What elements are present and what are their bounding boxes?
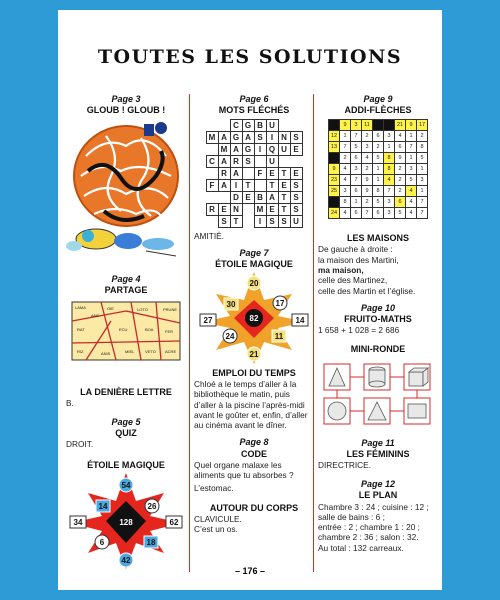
star-1-ul: 14 [98,501,108,511]
addi-cell: 8 [417,142,428,153]
mots-fleches-answer: AMITIÉ. [194,231,224,242]
addi-cell: 3 [417,175,428,186]
star-1-lr: 18 [146,537,156,547]
page-12-label: Page 12 [360,479,396,490]
partage-label: ANIS [101,350,111,356]
grid-cell: B [254,120,266,132]
page-3-label: Page 3 [111,94,141,104]
addi-cell: 8 [384,153,395,164]
partage-label: MIEL [125,348,135,354]
addi-cell: 2 [362,197,373,208]
addi-cell: 3 [340,186,351,197]
page [58,10,442,590]
addi-cell: 1 [384,142,395,153]
grid-cell: S [278,216,290,228]
addi-cell: 6 [351,186,362,197]
quiz-answer: DROIT. [66,439,94,450]
addi-cell: 4 [406,208,417,219]
feminins-answer: DIRECTRICE. [318,459,372,470]
addi-cell: 4 [406,197,417,208]
plan-title: LE PLAN [358,490,398,501]
addi-cell: 7 [351,131,362,142]
grid-cell: T [242,180,254,192]
grid-cell: A [230,168,242,180]
star-2-ur: 17 [275,298,285,308]
addi-cell: 2 [362,131,373,142]
addi-cell: 25 [329,186,340,197]
grid-cell: S [290,204,302,216]
addi-cell: 1 [406,131,417,142]
grid-cell: N [230,204,242,216]
lastletter-answer: B. [66,397,74,408]
partage-label: ACRE [165,348,177,354]
addi-cell: 4 [406,186,417,197]
feminins-title: LES FÉMININS [346,448,410,459]
corps-line-1: CLAVICULE. [194,513,242,524]
mots-fleches-title: MOTS FLÉCHÉS [218,105,290,116]
column-2 [194,94,314,534]
addi-cell: 5 [373,197,384,208]
grid-cell: S [290,132,302,144]
addi-cell: 2 [362,164,373,175]
addi-cell: 3 [384,197,395,208]
star-1-top: 54 [121,480,131,490]
grid-cell: C [230,120,242,132]
addi-cell: 2 [373,142,384,153]
addi-row [329,131,428,142]
plan-line-1: Chambre 3 : 24 ; cuisine : 12 ; [318,501,429,512]
mini-ronde-diagram [320,358,436,430]
addi-cell: 9 [362,175,373,186]
star-2-left: 27 [203,315,213,325]
addi-title: ADDI-FLÈCHES [344,105,412,116]
star-1-ll: 6 [99,537,105,547]
addi-cell: 2 [395,186,406,197]
grid-cell: S [290,192,302,204]
partage-label: LOTO [137,306,148,312]
grid-cell: T [266,180,278,192]
addi-cell: 1 [417,164,428,175]
addi-cell: 9 [395,153,406,164]
plan-line-2: salle de bains : 6 ; [318,511,385,522]
addi-row [329,153,428,164]
grid-cell: E [278,180,290,192]
addi-cell: 3 [351,164,362,175]
addi-row [329,120,428,131]
grid-cell: S [242,156,254,168]
fruito-answer: 1 658 + 1 028 = 2 686 [318,325,400,336]
star-2-top: 20 [249,278,259,288]
grid-row [206,168,302,180]
page-6-label: Page 6 [239,94,269,104]
grid-cell: S [290,180,302,192]
grid-row [206,132,302,144]
grid-row [206,156,302,168]
grid-cell: T [278,192,290,204]
grid-cell: E [218,204,230,216]
addi-row [329,186,428,197]
addi-row [329,208,428,219]
grid-cell: T [278,204,290,216]
addi-cell: 7 [362,208,373,219]
maisons-title: LES MAISONS [346,233,409,244]
page-number: – 176 – [234,566,266,576]
addi-cell: 3 [362,142,373,153]
addi-cell: 2 [395,164,406,175]
column-1 [66,94,186,571]
quiz-title: QUIZ [115,428,137,439]
grid-cell: B [254,192,266,204]
addi-cell: 9 [340,120,351,131]
addi-row [329,164,428,175]
grid-cell: E [242,192,254,204]
grid-cell: C [206,156,218,168]
maisons-line-5: celle des Martin et l’église. [318,285,416,296]
grid-cell: D [230,192,242,204]
grid-cell: U [266,120,278,132]
partage-label: VETO [145,348,156,354]
grid-cell: R [218,168,230,180]
addi-cell: 9 [406,120,417,131]
addi-cell: 5 [406,175,417,186]
partage-label: LAMA [75,304,86,310]
addi-cell: 4 [340,208,351,219]
mots-fleches-grid [206,119,303,228]
grid-cell: A [230,144,242,156]
grid-cell: Q [266,144,278,156]
partage-label: ANE [91,312,100,318]
lastletter-title: LA DENIÈRE LETTRE [80,386,172,397]
addi-cell: 3 [384,131,395,142]
addi-cell: 5 [395,208,406,219]
page-11-label: Page 11 [361,437,395,448]
addi-cell: 6 [395,197,406,208]
maisons-line-3: ma maison, [318,265,364,276]
addi-cell: 5 [417,153,428,164]
addi-cell: 17 [417,120,428,131]
grid-cell: T [230,216,242,228]
plan-line-4: chambre 2 : 36 ; salon : 32. [318,532,419,543]
star-2-right: 14 [295,315,305,325]
fruito-title: FRUITO-MATHS [344,314,412,325]
addi-cell: 3 [351,120,362,131]
addi-cell: 6 [395,142,406,153]
maisons-line-1: De gauche à droite : [318,244,393,255]
grid-cell: T [278,168,290,180]
grid-row [206,120,302,132]
addi-cell: 7 [384,186,395,197]
grid-cell: M [206,132,218,144]
addi-cell: 1 [373,164,384,175]
star-1-right: 62 [169,517,179,527]
star-2 [194,270,314,366]
addi-cell: 21 [395,120,406,131]
star-1-center: 128 [119,517,133,527]
grid-row [206,180,302,192]
grid-cell: E [266,168,278,180]
partage-label: BOA [145,326,154,332]
grid-cell: A [266,192,278,204]
partage-label: RAT [77,326,85,332]
maze-illustration [66,116,186,266]
partage-label: ECU [119,326,128,332]
star-1 [66,471,186,571]
addi-cell: 5 [373,153,384,164]
grid-cell: N [278,132,290,144]
addi-row [329,175,428,186]
addi-cell: 4 [384,175,395,186]
partage-label: PRUNE [163,306,178,312]
grid-cell: R [206,204,218,216]
star-2-ll: 24 [225,331,235,341]
addi-cell: 6 [373,208,384,219]
grid-cell: M [254,204,266,216]
maisons-line-4: celle des Martinez, [318,275,388,286]
addi-cell: 6 [351,208,362,219]
column-divider-1 [189,94,190,572]
addi-cell: 4 [340,175,351,186]
star-1-left: 34 [73,517,83,527]
code-answer: L’estomac. [194,483,234,494]
addi-cell: 1 [351,197,362,208]
addi-cell: 12 [329,131,340,142]
addi-cell: 2 [417,131,428,142]
grid-row [206,192,302,204]
addi-cell: 1 [417,186,428,197]
partage-diagram [71,301,181,361]
star-2-ul: 30 [226,299,236,309]
grid-cell: S [254,132,266,144]
star-2-center: 82 [249,313,259,323]
addi-cell: 6 [373,131,384,142]
grid-cell: S [218,216,230,228]
addi-cell: 1 [406,153,417,164]
page-10-label: Page 10 [360,302,396,313]
code-title: CODE [240,448,267,459]
grid-cell: U [290,216,302,228]
plan-line-5: Au total : 132 carreaux. [318,542,404,553]
grid-row [206,204,302,216]
partage-title: PARTAGE [104,285,148,296]
addi-row [329,197,428,208]
addi-cell: 7 [340,142,351,153]
star-2-bottom: 21 [249,349,259,359]
addi-cell: 7 [417,197,428,208]
page-4-label: Page 4 [111,274,141,285]
grid-cell: A [218,156,230,168]
grid-cell: G [230,132,242,144]
addi-cell: 4 [362,153,373,164]
addi-cell: 8 [384,164,395,175]
addi-cell: 7 [406,142,417,153]
page-7-label: Page 7 [239,247,269,258]
grid-cell: I [254,216,266,228]
addi-cell: 13 [329,142,340,153]
grid-cell: A [218,180,230,192]
addi-cell: 2 [395,175,406,186]
grid-cell: F [254,168,266,180]
addi-cell: 9 [362,186,373,197]
grid-cell: E [290,144,302,156]
addi-grid [328,119,428,219]
grid-cell: S [266,216,278,228]
grid-cell: E [290,168,302,180]
plan-line-3: entrée : 2 ; chambre 1 : 20 ; [318,522,420,533]
grid-cell: I [230,180,242,192]
star-1-ur: 26 [147,501,157,511]
partage-label: FER [165,328,173,334]
grid-cell: E [266,204,278,216]
addi-cell: 24 [329,208,340,219]
grid-cell: G [242,144,254,156]
code-question: Quel organe malaxe les aliments que tu absorbes ? [194,459,294,481]
grid-cell: G [242,120,254,132]
grid-cell: F [206,180,218,192]
addi-cell: 1 [373,175,384,186]
page-title: TOUTES LES SOLUTIONS [97,46,403,68]
addi-cell: 9 [329,164,340,175]
addi-cell: 4 [395,131,406,142]
grid-row [206,216,302,228]
partage-label: OIE [107,305,114,311]
grid-cell: A [218,132,230,144]
addi-cell: 8 [340,197,351,208]
addi-cell: 3 [406,164,417,175]
emploi-text: Chloé a le temps d’aller à la bibliothèque le matin, puis d’aller à la piscine l’après-midi avant le goûter et, enfin, d’aller au cinéma avant le dîner. [194,379,308,431]
column-3 [318,94,438,553]
corps-title: AUTOUR DU CORPS [209,502,299,513]
grid-cell: M [218,144,230,156]
gloub-title: GLOUB ! GLOUB ! [86,105,166,116]
grid-row [206,144,302,156]
addi-cell: 7 [351,175,362,186]
addi-cell: 4 [340,164,351,175]
emploi-title: EMPLOI DU TEMPS [212,367,296,378]
addi-cell: 3 [384,208,395,219]
addi-cell: 23 [329,175,340,186]
ronde-title: MINI-RONDE [350,344,406,355]
grid-cell: I [266,132,278,144]
partage-label: RIZ [77,348,84,354]
grid-cell: I [254,144,266,156]
page-9-label: Page 9 [363,94,393,104]
star-1-title: ÉTOILE MAGIQUE [87,459,165,470]
page-8-label: Page 8 [239,437,269,448]
star-1-bottom: 42 [121,555,131,565]
addi-cell: 7 [417,208,428,219]
addi-cell: 1 [340,131,351,142]
grid-cell: A [242,132,254,144]
star-2-lr: 11 [274,331,284,341]
grid-cell: U [266,156,278,168]
grid-cell: R [230,156,242,168]
addi-cell: 8 [373,186,384,197]
addi-cell: 6 [351,153,362,164]
corps-line-2: C’est un os. [194,524,238,535]
grid-cell: U [278,144,290,156]
addi-cell: 5 [351,142,362,153]
star-2-title: ÉTOILE MAGIQUE [215,258,293,269]
addi-cell: 2 [340,153,351,164]
page-5-label: Page 5 [111,417,141,428]
addi-row [329,142,428,153]
addi-cell: 11 [362,120,373,131]
maisons-line-2: la maison des Martini, [318,254,399,265]
